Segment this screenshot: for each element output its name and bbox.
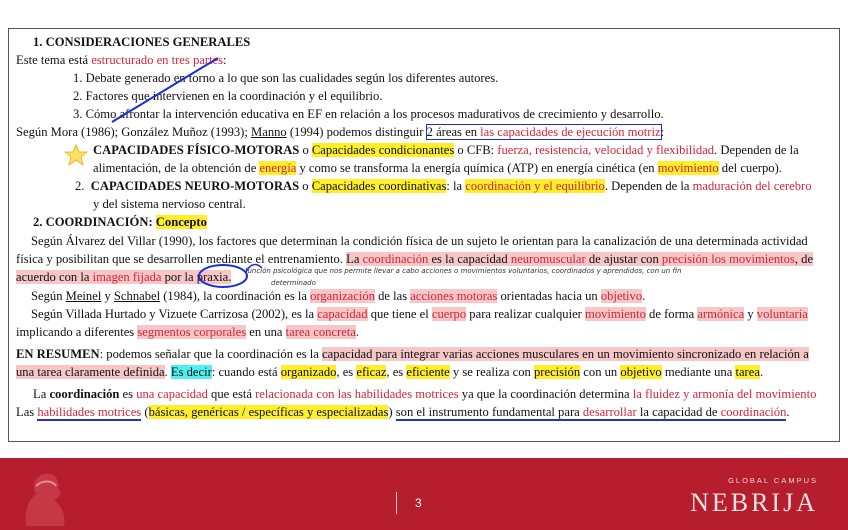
- brand-subtitle: GLOBAL CAMPUS: [728, 476, 818, 485]
- para-1-line-3: acuerdo con la imagen fijada por la praxia.: [16, 270, 232, 284]
- footer-bar: [0, 458, 848, 530]
- cfm-line-2: alimentación, de la obtención de energía y como se transforma la energía química (ATP) en energía cinética (en movimiento del cuerpo).: [93, 161, 782, 175]
- cnm-line-2: y del sistema nervioso central.: [93, 197, 246, 211]
- cfm-line-1: CAPACIDADES FÍSICO-MOTORAS o Capacidades condicionantes o CFB: fuerza, resistencia, velocidad y flexibilidad. Dependen de la: [93, 143, 799, 157]
- arrow-stroke: [246, 265, 262, 272]
- handwritten-note-2: determinado: [271, 279, 316, 287]
- portrait-emblem-icon: [6, 466, 76, 530]
- para-2: Según Meinel y Schnabel (1984), la coordinación es la organización de las acciones motoras orientadas hacia un objetivo.: [31, 289, 646, 303]
- strike-line: [112, 58, 218, 122]
- section-2-heading: 2. COORDINACIÓN: Concepto: [33, 215, 207, 229]
- section-1-heading: 1. CONSIDERACIONES GENERALES: [33, 35, 251, 49]
- cnm-line-1: 2. CAPACIDADES NEURO-MOTORAS o Capacidades coordinativas: la coordinación y el equilibrio. Dependen de la maduración del cerebro: [75, 179, 812, 193]
- list-item: 3. Cómo afrontar la intervención educativa en EF en relación a los procesos madurativos de crecimiento y desarrollo.: [73, 107, 664, 121]
- page-number: 3: [415, 496, 422, 510]
- final-line-2: Las habilidades motrices (básicas, genéricas / específicas y especializadas) son el instrumento fundamental para desarrollar la capacidad de coordinación.: [16, 405, 790, 419]
- footer-separator: [396, 492, 397, 514]
- list-item: 1. Debate generado en torno a lo que son las cualidades según los diferentes autores.: [73, 71, 499, 85]
- para-1-line-2: física y posibilitan que se desarrollen mediante el entrenamiento. La coordinación es la capacidad neuromuscular de ajustar con precisión los movimientos, de: [16, 252, 814, 266]
- mora-paragraph: Según Mora (1986); González Muñoz (1993); Manno (1994) podemos distinguir 2 áreas en las capacidades de ejecución motriz:: [16, 125, 665, 139]
- final-line-1: La coordinación es una capacidad que está relacionada con las habilidades motrices ya que la coordinación determina la fluidez y armonía del movimiento: [33, 387, 817, 401]
- para-1-line-1: Según Álvarez del Villar (1990), los factores que determinan la condición física de un sujeto le orientan para la canalización de una determinada actividad: [31, 234, 808, 248]
- summary-line-2: una tarea claramente definida. Es decir: cuando está organizado, es eficaz, es eficiente y se realiza con precisión con un objetivo mediante una tarea.: [16, 365, 764, 379]
- summary-line-1: EN RESUMEN: podemos señalar que la coordinación es la capacidad para integrar varias acciones musculares en un movimiento sincronizado en relación a: [16, 347, 809, 361]
- praxia-circle: [199, 265, 247, 287]
- para-3-line-1: Según Villada Hurtado y Vizuete Carrizosa (2002), es la capacidad que tiene el cuerpo para realizar cualquier movimiento de forma armónica y voluntaria: [31, 307, 808, 321]
- intro-line: Este tema está estructurado en tres partes:: [16, 53, 227, 67]
- handwritten-note: función psicológica que nos permite llevar a cabo acciones o movimientos voluntarios, coordinados y aprendidos, con un fin: [245, 267, 682, 275]
- para-3-line-2: implicando a diferentes segmentos corporales en una tarea concreta.: [16, 325, 360, 339]
- brand-logo: NEBRIJA: [690, 488, 818, 517]
- list-item: 2. Factores que intervienen en la coordinación y el equilibrio.: [73, 89, 383, 103]
- star-icon: [64, 144, 88, 166]
